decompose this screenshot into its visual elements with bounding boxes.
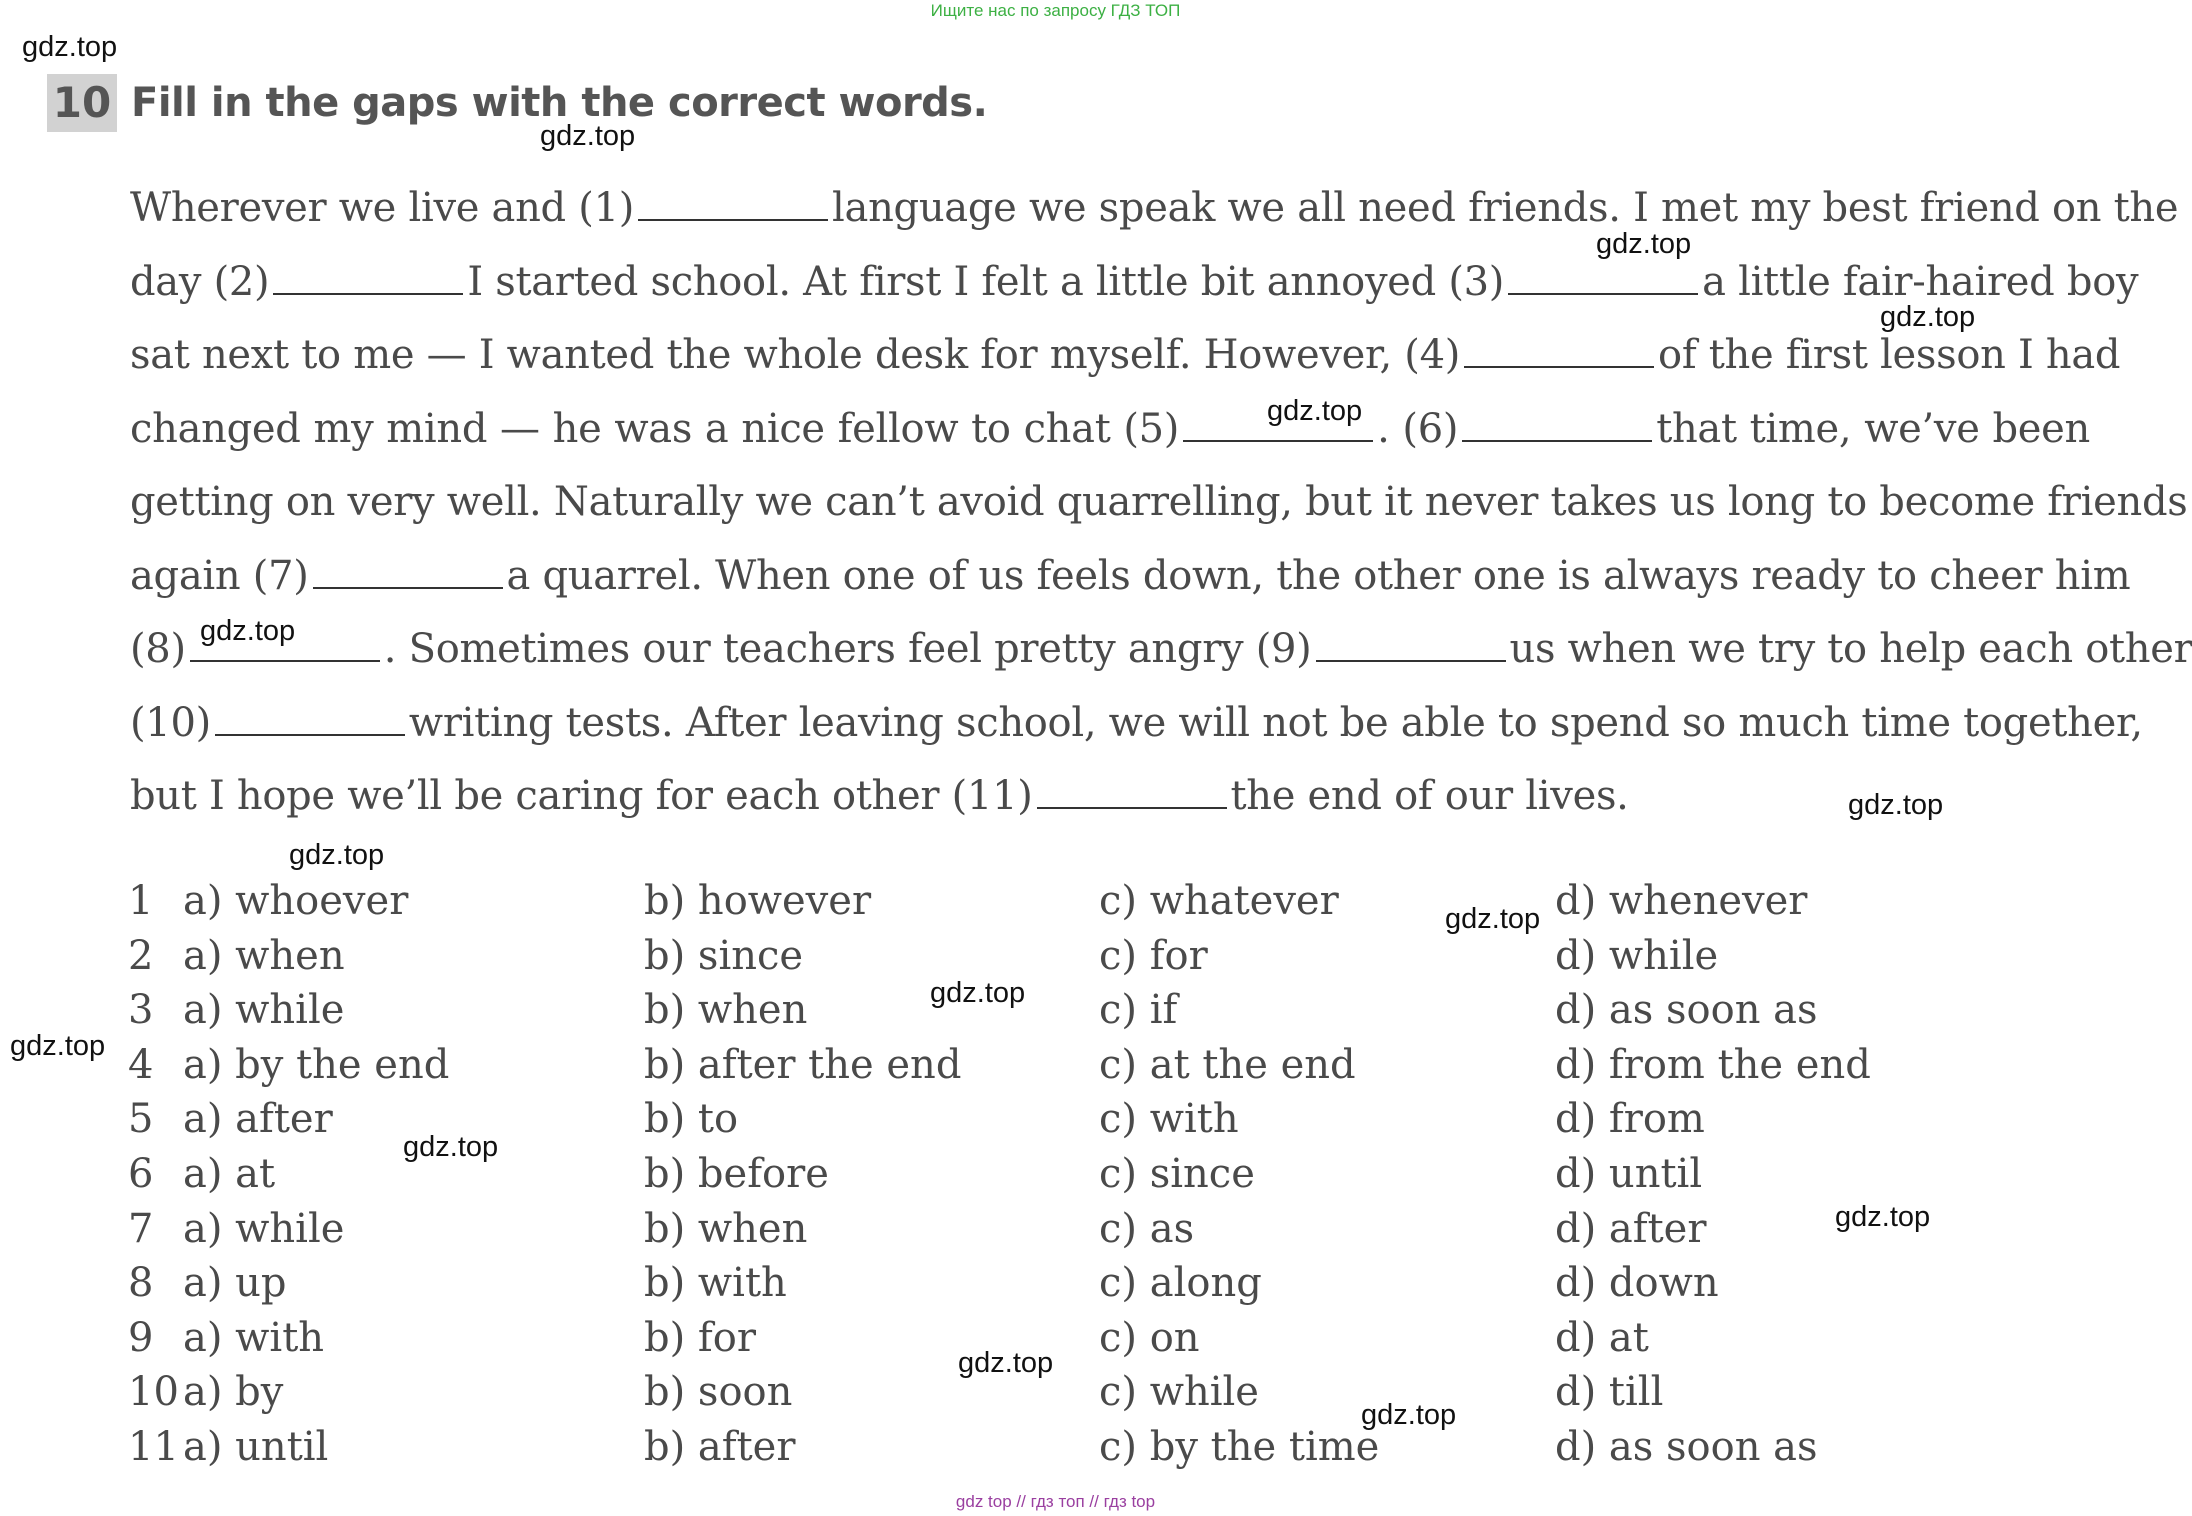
option-number: 3 bbox=[128, 987, 154, 1034]
option-c[interactable]: c) at the end bbox=[1099, 1041, 1356, 1088]
option-d[interactable]: d) from bbox=[1555, 1096, 1705, 1143]
option-number: 5 bbox=[128, 1096, 154, 1143]
option-number: 9 bbox=[128, 1314, 154, 1361]
option-row bbox=[128, 933, 2028, 988]
option-a[interactable]: a) until bbox=[183, 1423, 329, 1470]
watermark: gdz.top bbox=[1880, 301, 1976, 333]
watermark: gdz.top bbox=[958, 1347, 1054, 1379]
gap-6[interactable] bbox=[1462, 412, 1652, 442]
option-b[interactable]: b) when bbox=[644, 987, 808, 1034]
passage-line: sat next to me — I wanted the whole desk for myself. However, (4) of the first lesson I had bbox=[130, 332, 2121, 378]
watermark: gdz.top bbox=[22, 31, 118, 63]
option-c[interactable]: c) as bbox=[1099, 1205, 1195, 1252]
passage-line: Wherever we live and (1) language we speak we all need friends. I met my best friend on the bbox=[130, 185, 2179, 231]
option-a[interactable]: a) while bbox=[183, 987, 345, 1034]
watermark: gdz.top bbox=[1596, 228, 1692, 260]
option-row bbox=[128, 1315, 2028, 1370]
gap-1[interactable] bbox=[638, 191, 828, 221]
option-d[interactable]: d) whenever bbox=[1555, 878, 1808, 924]
gap-7[interactable] bbox=[313, 559, 503, 589]
option-row bbox=[128, 1369, 2028, 1424]
watermark: gdz.top bbox=[1267, 395, 1363, 427]
option-c[interactable]: c) for bbox=[1099, 932, 1208, 979]
option-a[interactable]: a) when bbox=[183, 932, 345, 979]
option-a[interactable]: a) up bbox=[183, 1260, 287, 1307]
option-c[interactable]: c) while bbox=[1099, 1369, 1259, 1416]
option-c[interactable]: c) since bbox=[1099, 1150, 1255, 1197]
watermark: gdz.top bbox=[930, 977, 1026, 1009]
option-b[interactable]: b) however bbox=[644, 878, 872, 924]
option-c[interactable]: c) with bbox=[1099, 1096, 1239, 1143]
gap-2[interactable] bbox=[273, 265, 463, 295]
option-b[interactable]: b) before bbox=[644, 1150, 829, 1197]
option-number: 1 bbox=[128, 878, 154, 924]
option-number: 2 bbox=[128, 932, 154, 979]
passage-line: but I hope we’ll be caring for each other (11) the end of our lives. bbox=[130, 773, 1629, 819]
option-row bbox=[128, 1206, 2028, 1261]
option-a[interactable]: a) whoever bbox=[183, 878, 409, 924]
option-a[interactable]: a) while bbox=[183, 1205, 345, 1252]
option-c[interactable]: c) whatever bbox=[1099, 878, 1339, 924]
option-a[interactable]: a) at bbox=[183, 1150, 276, 1197]
option-b[interactable]: b) soon bbox=[644, 1369, 793, 1416]
option-b[interactable]: b) when bbox=[644, 1205, 808, 1252]
watermark: gdz.top bbox=[10, 1030, 106, 1062]
option-a[interactable]: a) by bbox=[183, 1369, 284, 1416]
option-b[interactable]: b) to bbox=[644, 1096, 739, 1143]
option-row bbox=[128, 987, 2028, 1042]
option-d[interactable]: d) from the end bbox=[1555, 1041, 1871, 1088]
option-b[interactable]: b) with bbox=[644, 1260, 787, 1307]
option-number: 10 bbox=[128, 1369, 179, 1416]
option-c[interactable]: c) if bbox=[1099, 987, 1178, 1034]
option-d[interactable]: d) as soon as bbox=[1555, 1423, 1818, 1470]
option-b[interactable]: b) after bbox=[644, 1423, 796, 1470]
option-number: 8 bbox=[128, 1260, 154, 1307]
gap-11[interactable] bbox=[1037, 779, 1227, 809]
option-number: 11 bbox=[128, 1423, 179, 1470]
watermark: gdz.top bbox=[1361, 1399, 1457, 1431]
passage-line: again (7) a quarrel. When one of us feels down, the other one is always ready to cheer him bbox=[130, 552, 2131, 599]
option-c[interactable]: c) on bbox=[1099, 1314, 1200, 1361]
option-c[interactable]: c) by the time bbox=[1099, 1423, 1380, 1470]
option-a[interactable]: a) by the end bbox=[183, 1041, 450, 1088]
watermark: gdz.top bbox=[540, 120, 636, 152]
option-b[interactable]: b) for bbox=[644, 1314, 756, 1361]
watermark: gdz.top bbox=[200, 615, 296, 647]
option-d[interactable]: d) until bbox=[1555, 1150, 1703, 1197]
watermark: gdz.top bbox=[403, 1131, 499, 1163]
exercise-number: 10 bbox=[47, 74, 117, 132]
passage-line: changed my mind — he was a nice fellow to chat (5) . (6) that time, we’ve been bbox=[130, 405, 2090, 452]
answer-options bbox=[128, 878, 2028, 1479]
watermark: gdz.top bbox=[1848, 789, 1944, 821]
option-number: 4 bbox=[128, 1041, 154, 1088]
gap-3[interactable] bbox=[1508, 265, 1698, 295]
footer-links: gdz top // гдз топ // гдз top bbox=[955, 1492, 1156, 1511]
passage bbox=[130, 172, 2192, 834]
search-banner: Ищите нас по запросу ГДЗ ТОП bbox=[930, 1, 1181, 20]
option-d[interactable]: d) at bbox=[1555, 1314, 1649, 1361]
option-d[interactable]: d) after bbox=[1555, 1205, 1707, 1252]
option-b[interactable]: b) after the end bbox=[644, 1041, 962, 1088]
watermark: gdz.top bbox=[289, 839, 385, 871]
option-b[interactable]: b) since bbox=[644, 932, 804, 979]
option-d[interactable]: d) while bbox=[1555, 932, 1719, 979]
passage-line: day (2) I started school. At first I felt a little bit annoyed (3) a little fair-haired boy bbox=[130, 258, 2139, 305]
option-row bbox=[128, 1260, 2028, 1315]
option-row bbox=[128, 1042, 2028, 1097]
passage-line: (10) writing tests. After leaving school, we will not be able to spend so much time together, bbox=[130, 699, 2143, 746]
watermark: gdz.top bbox=[1445, 903, 1541, 935]
option-d[interactable]: d) till bbox=[1555, 1369, 1664, 1416]
exercise-heading bbox=[47, 73, 987, 133]
option-row bbox=[128, 1424, 2028, 1479]
gap-4[interactable] bbox=[1464, 338, 1654, 368]
option-d[interactable]: d) as soon as bbox=[1555, 987, 1818, 1034]
passage-line: getting on very well. Naturally we can’t avoid quarrelling, but it never takes us long to become friends bbox=[130, 479, 2188, 525]
option-number: 7 bbox=[128, 1205, 154, 1252]
option-c[interactable]: c) along bbox=[1099, 1260, 1262, 1307]
option-row bbox=[128, 878, 2028, 933]
gap-10[interactable] bbox=[215, 706, 405, 736]
option-number: 6 bbox=[128, 1150, 154, 1197]
passage-line: (8) . Sometimes our teachers feel pretty angry (9) us when we try to help each other bbox=[130, 626, 2192, 672]
option-a[interactable]: a) after bbox=[183, 1096, 333, 1143]
option-d[interactable]: d) down bbox=[1555, 1260, 1719, 1307]
exercise-title: Fill in the gaps with the correct words. bbox=[131, 80, 988, 126]
watermark: gdz.top bbox=[1835, 1201, 1931, 1233]
option-a[interactable]: a) with bbox=[183, 1314, 325, 1361]
gap-9[interactable] bbox=[1316, 632, 1506, 662]
